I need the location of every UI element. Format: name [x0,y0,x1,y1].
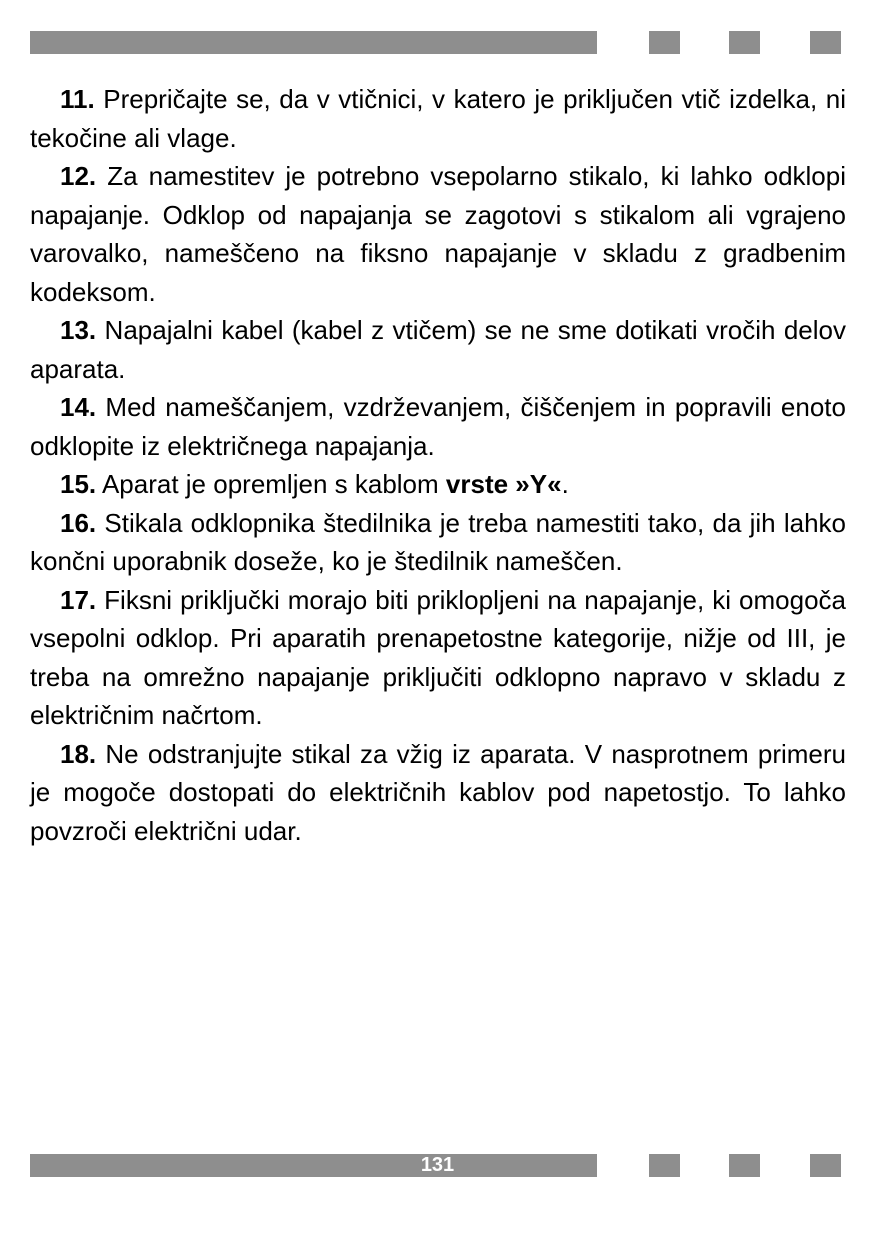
list-item [30,581,846,735]
list-item [30,735,846,851]
instructions-list [30,80,846,850]
body-text: Aparat je opremljen s kablom [101,469,446,499]
item-number: 12. [60,161,97,191]
body-text: Ne odstranjujte stikal za vžig iz aparata. V nasprotnem primeru je mogoče dostopati do električnih kablov pod napetostjo. To lahko povzroči električni udar. [30,738,846,846]
page-number: 131 [420,1154,455,1176]
body-text: Fiksni priključki morajo biti priklopljeni na napajanje, ki omogoča vsepolni odklop. Pri aparatih prenapetostne kategorije, nižje od III, je treba na omrežno napajanje priključiti odklopno napravo v skladu z električnim načrtom. [30,584,846,730]
body-text: Napajalni kabel (kabel z vtičem) se ne sme dotikati vročih delov aparata. [30,315,846,384]
list-item [30,80,846,157]
list-item [30,388,846,465]
item-number: 16. [60,507,97,538]
item-number: 15. [60,469,97,499]
header-square-1 [649,31,680,54]
list-item [30,311,846,388]
footer-decoration [0,1154,875,1177]
item-number: 13. [60,315,97,345]
header-square-3 [810,31,841,54]
item-number: 14. [60,392,97,422]
list-item [30,504,846,581]
body-text: Stikala odklopnika štedilnika je treba namestiti tako, da jih lahko končni uporabnik doseže, ko je štedilnik nameščen. [30,507,846,576]
item-number: 11. [60,84,95,114]
header-square-2 [729,31,760,54]
body-text: Prepričajte se, da v vtičnici, v katero je priključen vtič izdelka, ni tekočine ali vlage. [30,84,846,153]
list-item [30,465,846,504]
item-number: 18. [60,738,97,769]
list-item [30,157,846,311]
body-text: Med nameščanjem, vzdrževanjem, čiščenjem in popravili enoto odklopite iz električnega napajanja. [30,392,846,461]
body-text: . [561,469,569,499]
body-text: Za namestitev je potrebno vsepolarno stikalo, ki lahko odklopi napajanje. Odklop od napajanja se zagotovi s stikalom ali vgrajeno varovalko, nameščeno na fiksno napajanje v skladu z gradbenim kodeksom. [30,161,846,307]
bold-text: vrste »Y« [445,469,562,499]
header-decoration [0,31,875,54]
header-bar [30,31,597,54]
item-number: 17. [60,584,97,615]
